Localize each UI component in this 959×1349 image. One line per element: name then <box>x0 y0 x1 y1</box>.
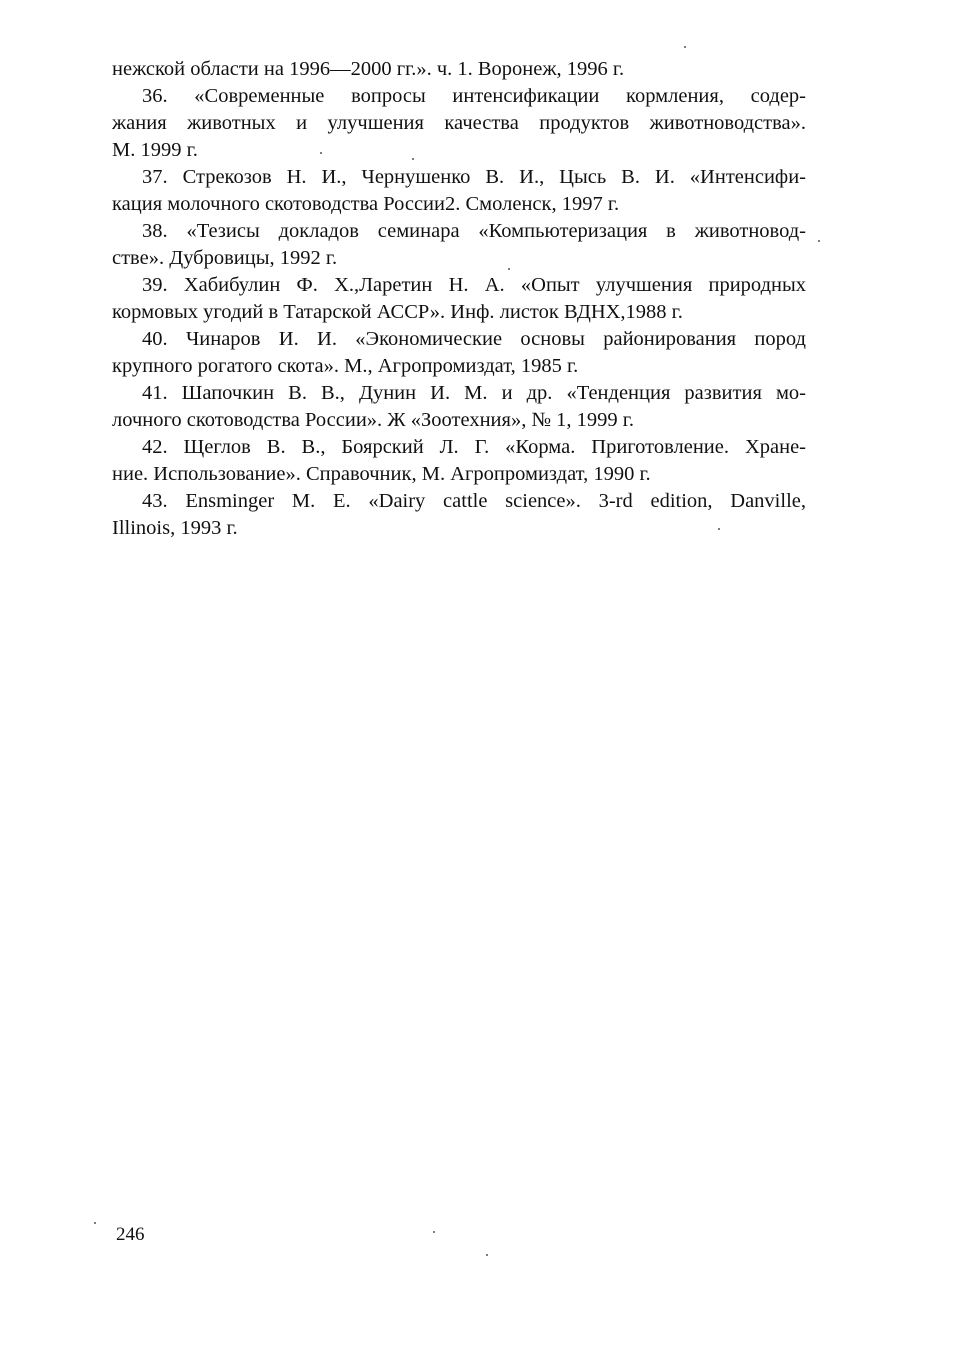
reference-line: М. 1999 г. <box>112 139 198 161</box>
scan-speck <box>486 1254 488 1256</box>
scan-speck <box>718 528 720 530</box>
reference-line: Illinois, 1993 г. <box>112 517 238 539</box>
reference-line: ние. Использование». Справочник, М. Агропромиздат, 1990 г. <box>112 463 651 485</box>
reference-item-41 <box>112 380 806 434</box>
reference-item-37 <box>112 164 806 218</box>
reference-item-35-continuation <box>112 56 806 83</box>
reference-line: 38. «Тезисы докладов семинара «Компьютеризация в животновод- <box>142 220 806 242</box>
scan-speck <box>320 152 322 154</box>
reference-item-40 <box>112 326 806 380</box>
reference-line: кация молочного скотоводства России2. Смоленск, 1997 г. <box>112 193 620 215</box>
scan-speck <box>94 1222 96 1224</box>
scan-speck <box>412 158 414 160</box>
reference-line: нежской области на 1996—2000 гг.». ч. 1. Воронеж, 1996 г. <box>112 58 625 80</box>
reference-line: 41. Шапочкин В. В., Дунин И. М. и др. «Тенденция развития мо- <box>142 382 806 404</box>
reference-item-38 <box>112 218 806 272</box>
reference-line: крупного рогатого скота». М., Агропромиздат, 1985 г. <box>112 355 579 377</box>
scan-speck <box>684 46 686 48</box>
reference-line: лочного скотоводства России». Ж «Зоотехния», № 1, 1999 г. <box>112 409 634 431</box>
reference-item-43 <box>112 488 806 542</box>
reference-line: кормовых угодий в Татарской АССР». Инф. листок ВДНХ,1988 г. <box>112 301 683 323</box>
reference-line: 39. Хабибулин Ф. Х.,Ларетин Н. А. «Опыт улучшения природных <box>142 274 806 296</box>
scan-speck <box>433 1231 435 1233</box>
reference-line: 37. Стрекозов Н. И., Чернушенко В. И., Цысь В. И. «Интенсифи- <box>142 166 806 188</box>
reference-line: 42. Щеглов В. В., Боярский Л. Г. «Корма. Приготовление. Хране- <box>142 436 806 458</box>
reference-line: 43. Ensminger M. E. «Dairy cattle science». 3-rd edition, Danville, <box>142 490 806 512</box>
reference-item-42 <box>112 434 806 488</box>
reference-line: жания животных и улучшения качества продуктов животноводства». <box>112 112 806 134</box>
reference-item-36 <box>112 83 806 164</box>
reference-line: 36. «Современные вопросы интенсификации кормления, содер- <box>142 85 806 107</box>
scan-speck <box>508 268 510 270</box>
reference-line: 40. Чинаров И. И. «Экономические основы районирования пород <box>142 328 806 350</box>
reference-line: стве». Дубровицы, 1992 г. <box>112 247 338 269</box>
page-number: 246 <box>116 1224 145 1245</box>
scan-speck <box>818 240 820 242</box>
reference-item-39 <box>112 272 806 326</box>
reference-list <box>112 56 806 542</box>
